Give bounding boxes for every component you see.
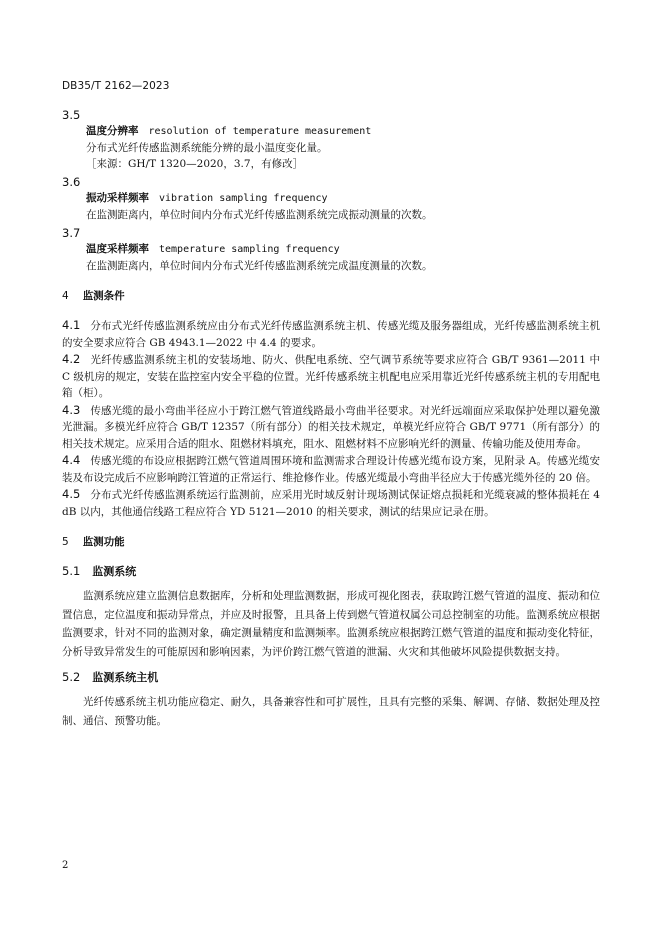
section-title: 监测系统主机	[92, 671, 159, 684]
term-title-cn: 振动采样频率	[86, 192, 149, 204]
chapter-number: 4	[62, 290, 69, 302]
chapter-number: 5	[62, 536, 69, 548]
section-number: 5.1	[62, 564, 81, 578]
term-definition: 在监测距离内，单位时间内分布式光纤传感监测系统完成振动测量的次数。	[86, 209, 433, 221]
term-title-en: vibration sampling frequency	[159, 193, 328, 204]
term-definition: 分布式光纤传感监测系统能分辨的最小温度变化量。	[86, 142, 328, 154]
section-number: 5.2	[62, 670, 81, 684]
chapter-title: 监测功能	[82, 536, 125, 548]
section-5-2-paragraph: 光纤传感系统主机功能应稳定、耐久，具备兼容性和可扩展性，且具有完整的采集、解调、存储、数据处理及控制、通信、预警功能。	[62, 696, 600, 727]
page-number: 2	[62, 860, 69, 871]
clause-number: 4.3	[62, 402, 81, 417]
term-title-cn: 温度分辨率	[86, 125, 139, 137]
term-number: 3.6	[62, 175, 81, 189]
term-title	[86, 123, 600, 140]
chapter-4-heading	[62, 288, 600, 303]
term-title-en: temperature sampling frequency	[159, 244, 340, 255]
section-5-1-paragraph: 监测系统应建立监测信息数据库，分析和处理监测数据，形成可视化图表，获取跨江燃气管道的温度、振动和位置信息，定位温度和振动异常点，并应及时报警，且具备上传到燃气管道权属公司总控制室的功能。监测系统应根据监测要求，针对不同的监测对象，确定测量精度和监测频率。监测系统应根据跨江燃气管道的温度和振动变化特征，分析导致异常发生的可能原因和影响因素，为评价跨江燃气管道的泄漏、火灾和其他破坏风险提供数据支持。	[62, 590, 600, 658]
clause-text: 传感光缆的最小弯曲半径应小于跨江燃气管道线路最小弯曲半径要求。对光纤远端面应采取保护处理以避免激光泄漏。多模光纤应符合 GB/T 12357（所有部分）的相关技术规定，单模光纤应符合 GB/T 9771（所有部分）的相关技术规定。应采用合适的阻水、阻燃材料填充，阻水、阻燃材料不应影响光纤的测量、传输功能及使用寿命。	[62, 404, 600, 450]
term-title	[86, 190, 600, 207]
page-body	[62, 108, 600, 730]
clause-text: 分布式光纤传感监测系统运行监测前，应采用光时域反射计现场测试保证熔点损耗和光缆衰减的整体损耗在 4 dB 以内，其他通信线路工程应符合 YD 5121—2010 的相关要求，测试的结果应记录在册。	[62, 489, 600, 518]
term-title-en: resolution of temperature measurement	[148, 126, 372, 137]
chapter-title: 监测条件	[82, 290, 125, 302]
term-3-7	[62, 226, 600, 274]
section-title: 监测系统	[92, 565, 137, 578]
document-id-header: DB35/T 2162—2023	[62, 80, 170, 92]
section-5-1-heading	[62, 563, 600, 579]
clause-4-3	[62, 402, 600, 453]
clause-4-1	[62, 317, 600, 351]
clause-number: 4.5	[62, 487, 81, 501]
term-number: 3.7	[62, 226, 81, 240]
clause-4-4	[62, 452, 600, 486]
chapter-5-heading	[62, 534, 600, 549]
term-title	[86, 241, 600, 258]
term-source: ［来源：GH/T 1320—2020，3.7，有修改］	[86, 158, 304, 170]
clause-number: 4.2	[62, 352, 81, 366]
clause-text: 分布式光纤传感监测系统应由分布式光纤传感监测系统主机、传感光缆及服务器组成，光纤传感监测系统主机的安全要求应符合 GB 4943.1—2022 中 4.4 的要求。	[62, 320, 600, 349]
clause-4-5	[62, 486, 600, 520]
clause-text: 光纤传感监测系统主机的安装场地、防火、供配电系统、空气调节系统等要求应符合 GB/T 9361—2011 中 C 级机房的规定，安装在监控室内安全平稳的位置。光纤传感系统主机配电应采用靠近光纤传感系统主机的专用配电箱（柜）。	[62, 354, 600, 399]
term-3-5	[62, 108, 600, 172]
term-definition: 在监测距离内，单位时间内分布式光纤传感监测系统完成温度测量的次数。	[86, 260, 433, 272]
term-title-cn: 温度采样频率	[86, 243, 149, 255]
section-5-2-heading	[62, 669, 600, 685]
clause-number: 4.1	[62, 318, 81, 332]
clause-4-2	[62, 351, 600, 402]
term-number: 3.5	[62, 108, 81, 122]
term-3-6	[62, 175, 600, 223]
clause-number: 4.4	[62, 453, 81, 467]
clause-text: 传感光缆的布设应根据跨江燃气管道周围环境和监测需求合理设计传感光缆布设方案，见附录 A。传感光缆安装及布设完成后不应影响跨江管道的正常运行、维抢修作业。传感光缆最小弯曲半径应大于传感光缆外径的 20 倍。	[62, 455, 600, 484]
